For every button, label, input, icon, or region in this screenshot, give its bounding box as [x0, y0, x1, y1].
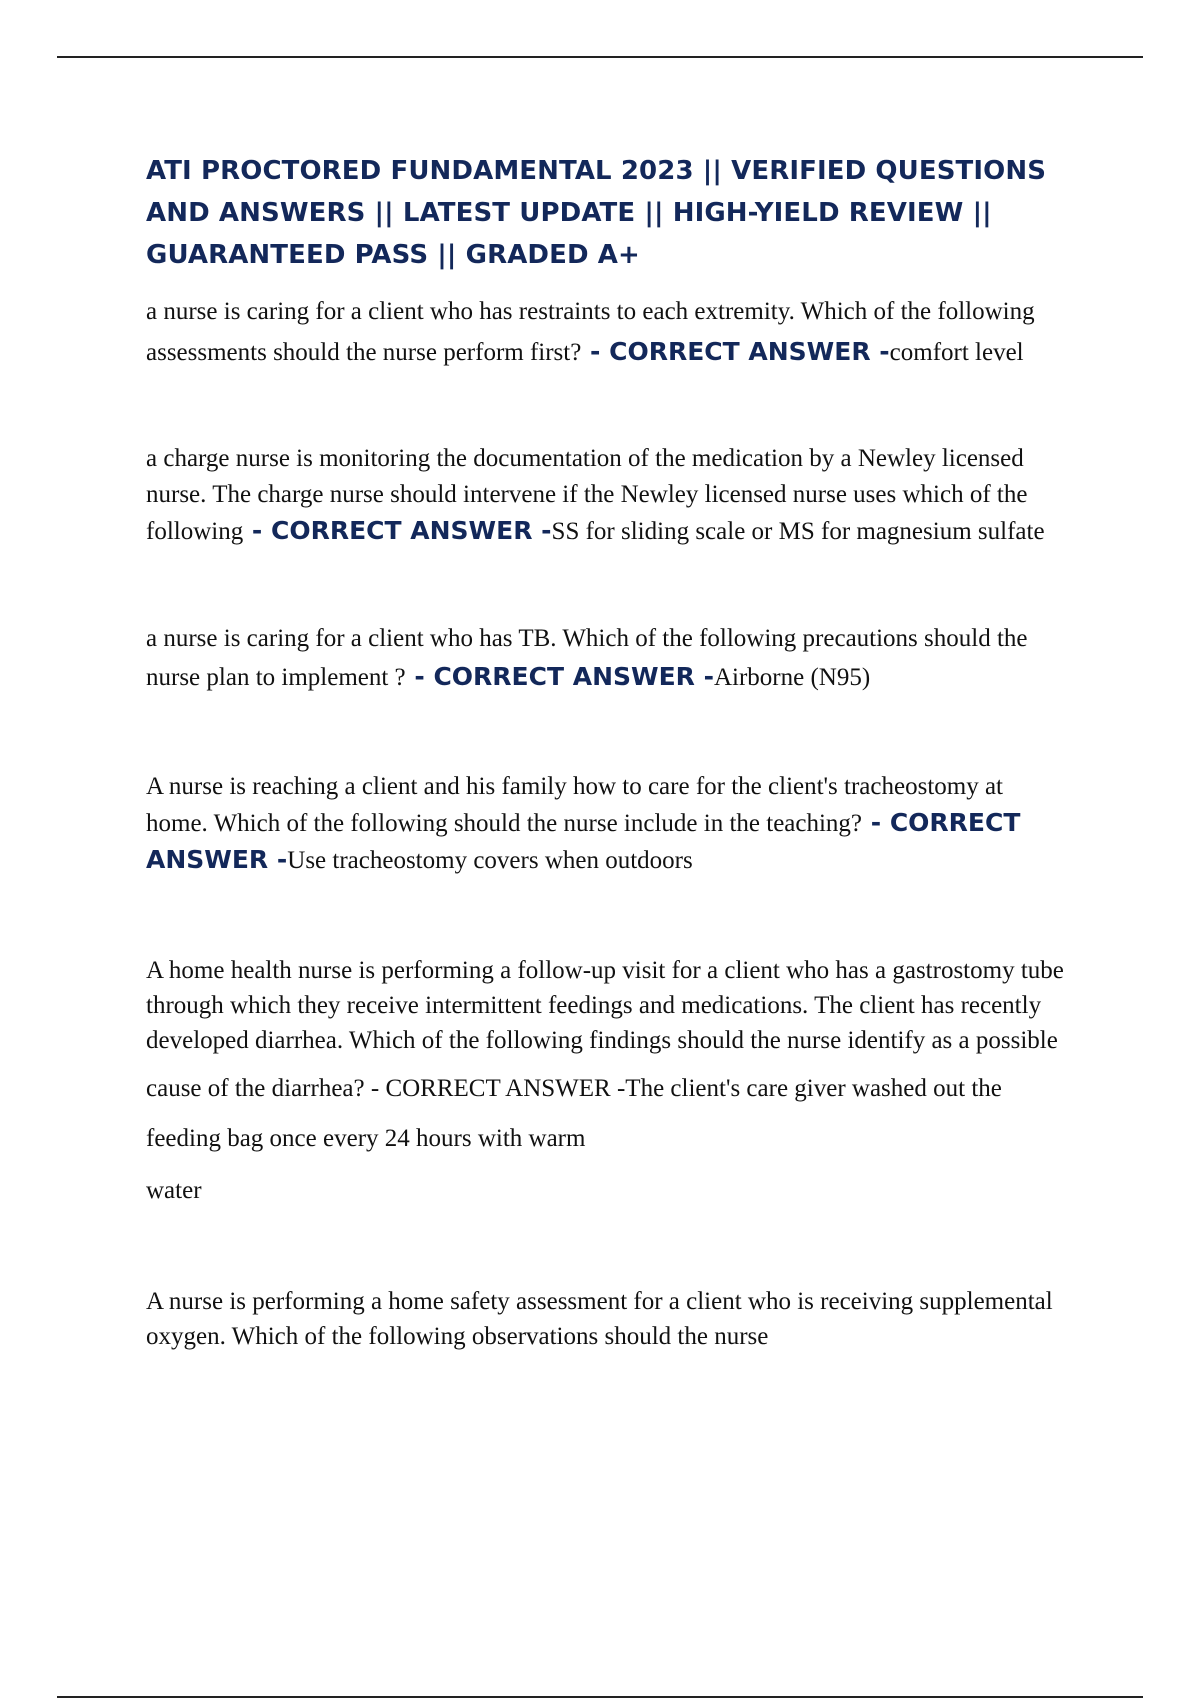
qa-item-5-question: A home health nurse is performing a follow-up visit for a client who has a gastrostomy tube through which they receive intermittent feedings and medications. The client has recently developed diarrhea. Which of the following findings should the nurse identify as a possible: [146, 957, 1064, 1054]
qa-item-1: [146, 292, 1066, 373]
answer-text: The client's care giver washed out the: [625, 1075, 1002, 1102]
answer-text: Airborne (N95): [713, 664, 871, 691]
answer-text: Use tracheostomy covers when outdoors: [287, 847, 693, 874]
question-text: a charge nurse is monitoring the documentation of the medication by a Newley licensed nurse. The charge nurse should intervene if the Newley licensed nurse uses which of the following: [146, 445, 1028, 545]
qa-item-5-answer-continuation: feeding bag once every 24 hours with warm: [146, 1125, 586, 1152]
top-rule: [57, 56, 1143, 58]
question-text: a nurse is caring for a client who has TB. Which of the following precautions should the nurse plan to implement ?: [146, 625, 1028, 691]
qa-item-6: [146, 1284, 1066, 1354]
correct-answer-marker: - CORRECT ANSWER -: [405, 662, 714, 691]
answer-text: SS for sliding scale or MS for magnesium sulfate: [551, 518, 1045, 545]
correct-answer-marker: - CORRECT ANSWER -: [243, 516, 552, 545]
correct-answer-marker: - CORRECT ANSWER -: [364, 1075, 626, 1102]
question-text: A nurse is performing a home safety assessment for a client who is receiving supplemental oxygen. Which of the following observations should the nurse: [146, 1288, 1053, 1350]
bottom-rule: [57, 1696, 1143, 1698]
correct-answer-marker: - CORRECT ANSWER -: [581, 337, 890, 366]
qa-item-4: [146, 769, 1066, 879]
correct-answer-marker: - CORRECT ANSWER -: [146, 808, 1021, 874]
qa-item-5-answer-line: [146, 1070, 1066, 1108]
question-text: cause of the diarrhea?: [146, 1075, 365, 1102]
document-title: ATI PROCTORED FUNDAMENTAL 2023 || VERIFIED QUESTIONS AND ANSWERS || LATEST UPDATE || HIGH-YIELD REVIEW || GUARANTEED PASS || GRADED A+: [146, 156, 1047, 270]
qa-item-5-answer-end: water: [146, 1177, 202, 1204]
question-text: a nurse is caring for a client who has restraints to each extremity. Which of the following assessments should the nurse perform first?: [146, 298, 1035, 366]
question-text: A nurse is reaching a client and his family how to care for the client's tracheostomy at home. Which of the following should the nurse include in the teaching?: [146, 773, 1004, 837]
answer-text: comfort level: [889, 339, 1024, 366]
qa-item-2: [146, 441, 1066, 550]
qa-item-3: [146, 620, 1066, 697]
document-body: [146, 150, 1066, 1354]
